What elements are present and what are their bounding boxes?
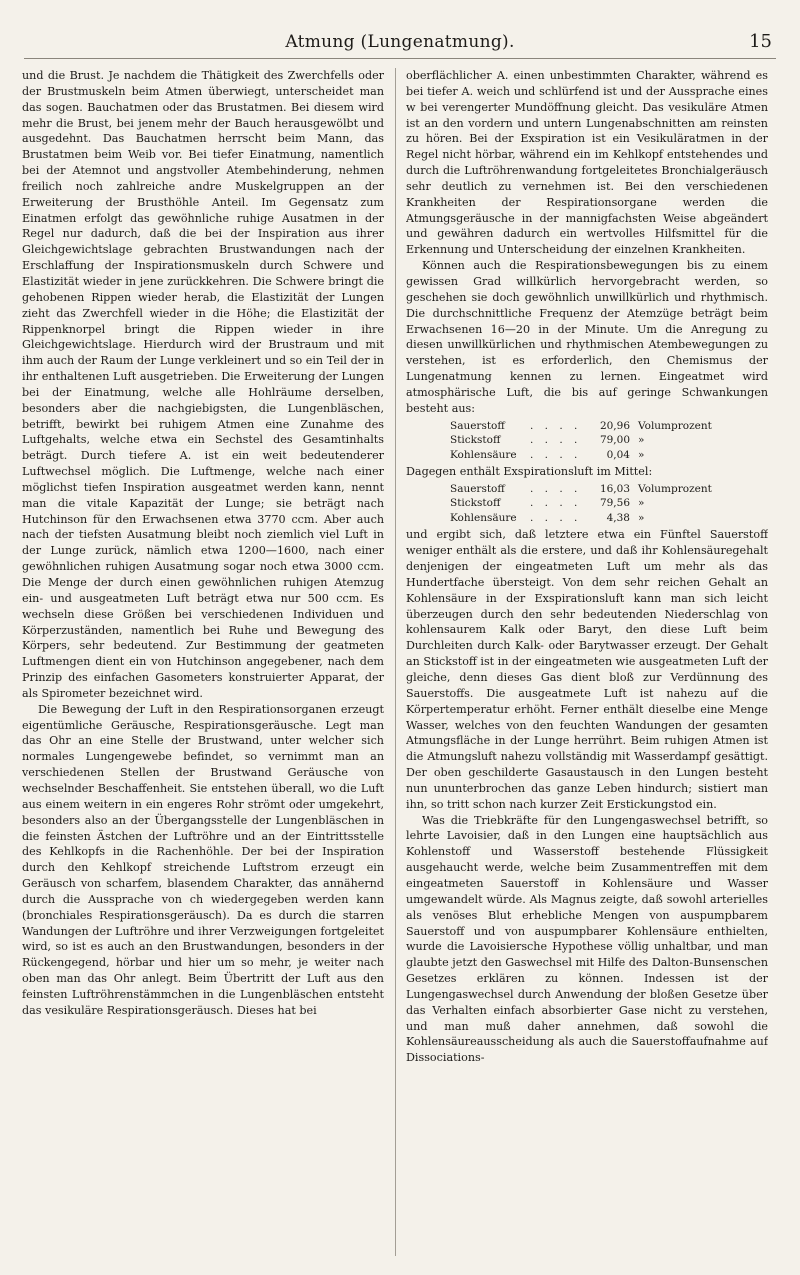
leader-dots: . . . . <box>530 482 582 495</box>
gas-value: 20,96 <box>599 419 630 432</box>
gas-unit: » <box>638 434 645 447</box>
gas-name: Stickstoff <box>450 497 501 510</box>
gas-unit: » <box>638 448 645 461</box>
paragraph: Die Bewegung der Luft in den Respirationsorganen erzeugt eigentümliche Geräusche, Respirationsgeräusche. Legt man das Ohr an eine Stelle der Brustwand, unter welcher sich normales Lungengewebe befindet, so vernimmt man an verschiedenen Stellen der Brustwand Geräusche von wechselnder Beschaffenheit. Sie entstehen überall, wo die Luft aus einem weitern in ein engeres Rohr strömt oder umgekehrt, besonders also an der Übergangsstelle der Lungenbläschen in die feinsten Ästchen der Luftröhre und an der Eintrittsstelle des Kehlkopfs in die Rachenhöhle. Der bei der Inspiration durch den Kehlkopf streichende Luftstrom erzeugt ein Geräusch von scharfem, blasendem Charakter, das annähernd durch die Aussprache von ch wiedergegeben werden kann (bronchiales Respirationsgeräusch). Da es durch die starren Wandungen der Luftröhre und ihrer Verzweigungen fortgeleitet wird, so ist es auch an den Brustwandungen, besonders in der Rückengegend, hörbar und hier um so mehr, je weiter nach oben man das Ohr anlegt. Beim Übertritt der Luft aus den feinsten Luftröhrenstämmchen in die Lungenbläschen entsteht das vesikuläre Respirationsgeräusch. Dieses hat bei <box>22 702 384 1017</box>
leader-dots: . . . . <box>530 434 582 447</box>
gas-unit: » <box>638 511 645 524</box>
leader-dots: . . . . <box>530 511 582 524</box>
paragraph: Was die Triebkräfte für den Lungengaswechsel betrifft, so lehrte Lavoisier, daß in den Lungen eine hauptsächlich aus Kohlenstoff und Wasserstoff bestehende Flüssigkeit ausgehaucht werde, welche beim Zusammentreffen mit dem eingeatmeten Sauerstoff in Kohlensäure und Wasser umgewandelt würde. Als Magnus zeigte, daß sowohl arterielles als venöses Blut erhebliche Mengen von auspumpbarem Sauerstoff und von auspumpbarer Kohlensäure enthielten, wurde die Lavoisiersche Hypothese völlig unhaltbar, und man glaubte jetzt den Gaswechsel mit Hilfe des Dalton-Bunsenschen Gesetzes erklären zu können. Indessen ist der Lungengaswechsel durch Anwendung der bloßen Gesetze über das Verhalten einfach absorbierter Gase nicht zu verstehen, und man muß daher annehmen, daß sowohl die Kohlensäureausscheidung als auch die Sauerstoffaufnahme auf Dissociations- <box>406 813 768 1065</box>
inhaled-air-table <box>446 419 752 463</box>
table-row <box>446 448 752 463</box>
gas-unit: » <box>638 497 645 510</box>
leader-dots: . . . . <box>530 419 582 432</box>
leader-dots: . . . . <box>530 497 582 510</box>
gas-name: Sauerstoff <box>450 419 505 432</box>
paragraph: oberflächlicher A. einen unbestimmten Charakter, während es bei tiefer A. weich und schlürfend ist und der Aussprache eines w bei verengerter Mundöffnung gleicht. Das vesikuläre Atmen ist an den vordern und untern Lungenabschnitten am reinsten zu hören. Bei der Exspiration ist ein Vesikuläratmen in der Regel nicht hörbar, während ein im Kehlkopf entstehendes und durch die Luftröhrenwandung fortgeleitetes Bronchialgeräusch sehr deutlich zu vernehmen ist. Bei den verschiedenen Krankheiten der Respirationsorgane werden die Atmungsgeräusche in der mannigfachsten Weise abgeändert und gewähren dadurch ein wertvolles Hilfsmittel für die Erkennung und Unterscheidung der einzelnen Krankheiten. <box>406 69 768 257</box>
exhaled-air-table <box>446 482 752 526</box>
gas-value: 16,03 <box>599 482 630 495</box>
page-number: 15 <box>749 31 772 52</box>
gas-name: Stickstoff <box>450 434 501 447</box>
gas-value: 0,04 <box>606 448 630 461</box>
table-row <box>446 482 752 497</box>
paragraph: und ergibt sich, daß letztere etwa ein Fünftel Sauerstoff weniger enthält als die erstere, und daß ihr Kohlensäuregehalt denjenigen der eingeatmeten Luft um mehr als das Hundertfache übersteigt. Von dem sehr reichen Gehalt an Kohlensäure in der Exspirationsluft kann man sich leicht überzeugen durch den sehr bedeutenden Niederschlag von kohlensaurem Kalk oder Baryt, den diese Luft beim Durchleiten durch Kalk- oder Barytwasser erzeugt. Der Gehalt an Stickstoff ist in der eingeatmeten wie ausgeatmeten Luft der gleiche, denn dieses Gas dient bloß zur Verdünnung des Sauerstoffs. Die ausgeatmete Luft ist nahezu auf die Körpertemperatur erhöht. Ferner enthält dieselbe eine Menge Wasser, welches von den feuchten Wandungen der gesamten Atmungsfläche in der Lunge herrührt. Beim ruhigen Atmen ist die Atmungsluft nahezu vollständig mit Wasserdampf gesättigt. Der oben geschilderte Gasaustausch in den Lungen besteht nun ununterbrochen das ganze Leben hindurch; sistiert man ihn, so tritt schon nach kurzer Zeit Erstickungstod ein. <box>406 528 768 811</box>
gas-unit: Volumprozent <box>638 419 712 432</box>
page-header <box>24 28 776 59</box>
paragraph: Können auch die Respirationsbewegungen bis zu einem gewissen Grad willkürlich hervorgebracht werden, so geschehen sie doch gewöhnlich unwillkürlich und rhythmisch. Die durchschnittliche Frequenz der Atemzüge beträgt beim Erwachsenen 16—20 in der Minute. Um die Anregung zu diesen unwillkürlichen und rhythmischen Atembewegungen zu verstehen, ist es erforderlich, den Chemismus der Lungenatmung kennen zu lernen. Eingeatmet wird atmosphärische Luft, die bis auf geringe Schwankungen besteht aus: <box>406 259 768 415</box>
table-row <box>446 433 752 448</box>
column-divider <box>395 68 396 1256</box>
leader-dots: . . . . <box>530 448 582 461</box>
gas-value: 4,38 <box>606 511 630 524</box>
running-title: Atmung (Lungenatmung). <box>285 32 515 52</box>
gas-value: 79,00 <box>599 434 630 447</box>
gas-name: Sauerstoff <box>450 482 505 495</box>
table-caption: Dagegen enthält Exspirationsluft im Mittel: <box>406 465 653 479</box>
gas-value: 79,56 <box>599 497 630 510</box>
right-column <box>406 68 768 1258</box>
gas-unit: Volumprozent <box>638 482 712 495</box>
gas-name: Kohlensäure <box>450 511 517 524</box>
left-column <box>22 68 384 1258</box>
gas-name: Kohlensäure <box>450 448 517 461</box>
table-row <box>446 511 752 526</box>
table-row <box>446 496 752 511</box>
paragraph: und die Brust. Je nachdem die Thätigkeit des Zwerchfells oder der Brustmuskeln beim Atmen überwiegt, unterscheidet man das sogen. Bauchatmen oder das Brustatmen. Bei diesem wird mehr die Brust, bei jenem mehr der Bauch herausgewölbt und ausgedehnt. Das Bauchatmen herrscht beim Mann, das Brustatmen beim Weib vor. Bei tiefer Einatmung, namentlich bei der Atemnot und angstvoller Atembehinderung, nehmen freilich noch zahlreiche andre Muskelgruppen an der Erweiterung der Brusthöhle Anteil. Im Gegensatz zum Einatmen erfolgt das gewöhnliche ruhige Ausatmen in der Regel nur dadurch, daß die bei der Inspiration aus ihrer Gleichgewichtslage gebrachten Brustwandungen nach der Erschlaffung der Inspirationsmuskeln durch Schwere und Elastizität wieder in jene zurückkehren. Die Schwere bringt die gehobenen Rippen wieder herab, die Elastizität der Lungen zieht das Zwerchfell wieder in die Höhe; die Elastizität der Rippenknorpel bringt die Rippen wieder in ihre Gleichgewichtslage. Hierdurch wird der Brustraum und mit ihm auch der Raum der Lunge verkleinert und so ein Teil der in ihr enthaltenen Luft ausgetrieben. Die Erweiterung der Lungen bei der Einatmung, welche alle Hohlräume derselben, besonders aber die nachgiebigsten, die Lungenbläschen, betrifft, bewirkt bei ruhigem Atmen eine Zunahme des Luftgehalts, welche etwa ein Sechstel des Gesamtinhalts beträgt. Durch tiefere A. ist ein weit bedeutenderer Luftwechsel möglich. Die Luftmenge, welche nach einer möglichst tiefen Inspiration ausgeatmet werden kann, nennt man die vitale Kapazität der Lunge; sie beträgt nach Hutchinson für den Erwachsenen etwa 3770 ccm. Aber auch nach der tiefsten Ausatmung bleibt noch ziemlich viel Luft in der Lunge zurück, nämlich etwa 1200—1600, nach einer gewöhnlichen ruhigen Ausatmung sogar noch etwa 3000 ccm. Die Menge der durch einen gewöhnlichen ruhigen Atemzug ein- und ausgeatmeten Luft beträgt etwa nur 500 ccm. Es wechseln diese Größen bei verschiedenen Individuen und Körperzuständen, namentlich bei Ruhe und Bewegung des Körpers, sehr bedeutend. Zur Bestimmung der geatmeten Luftmengen dient ein von Hutchinson angegebener, nach dem Prinzip des einfachen Gasometers konstruierter Apparat, der als Spirometer bezeichnet wird. <box>22 69 384 700</box>
table-row <box>446 419 752 434</box>
